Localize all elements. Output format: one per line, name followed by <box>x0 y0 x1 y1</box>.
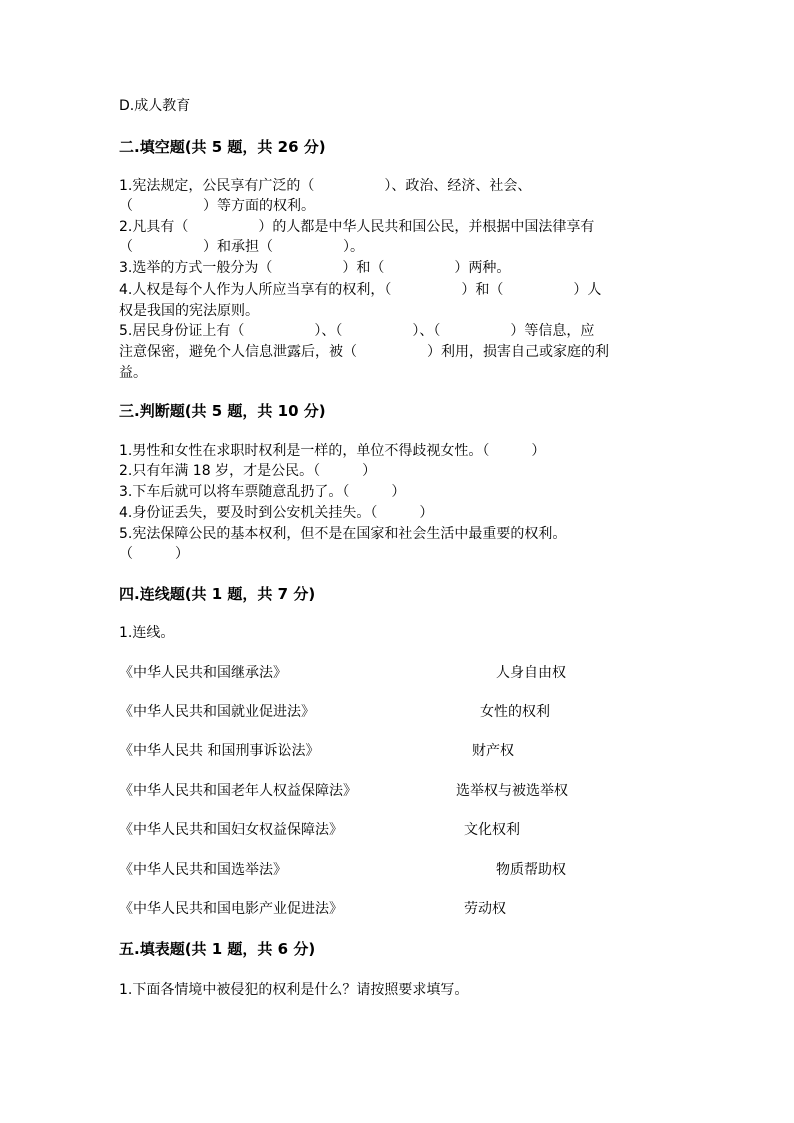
fill-line-7: 权是我国的宪法原则。 <box>119 303 259 319</box>
match-question: 1.连线。 <box>119 625 175 641</box>
option-d: D.成人教育 <box>119 98 191 114</box>
match-left-2: 《中华人民共和国就业促进法》 <box>119 704 315 720</box>
fill-line-10: 益。 <box>119 365 147 381</box>
fill-line-4: （ ）和承担（ ）。 <box>119 239 364 255</box>
match-right-2: 女性的权利 <box>480 704 550 720</box>
section-5-title: 五.填表题(共 1 题，共 6 分) <box>119 940 316 958</box>
match-left-4: 《中华人民共和国老年人权益保障法》 <box>119 783 357 799</box>
table-question: 1.下面各情境中被侵犯的权利是什么？请按照要求填写。 <box>119 982 469 998</box>
match-left-5: 《中华人民共和国妇女权益保障法》 <box>119 822 343 838</box>
fill-line-2: （ ）等方面的权利。 <box>119 198 315 214</box>
match-right-5: 文化权利 <box>464 822 520 838</box>
judge-line-1: 1.男性和女性在求职时权利是一样的，单位不得歧视女性。（ ） <box>119 443 546 459</box>
match-right-3: 财产权 <box>472 743 514 759</box>
judge-line-3: 3.下车后就可以将车票随意乱扔了。（ ） <box>119 484 406 500</box>
judge-line-6: （ ） <box>119 546 189 562</box>
match-right-7: 劳动权 <box>464 901 506 917</box>
section-3-title: 三.判断题(共 5 题，共 10 分) <box>119 402 326 420</box>
fill-line-1: 1.宪法规定，公民享有广泛的（ ）、政治、经济、社会、 <box>119 178 532 194</box>
fill-line-6: 4.人权是每个人作为人所应当享有的权利，（ ）和（ ）人 <box>119 282 602 298</box>
match-right-4: 选举权与被选举权 <box>456 783 568 799</box>
fill-line-5: 3.选举的方式一般分为（ ）和（ ）两种。 <box>119 260 511 276</box>
match-right-6: 物质帮助权 <box>496 862 566 878</box>
match-left-6: 《中华人民共和国选举法》 <box>119 862 287 878</box>
judge-line-4: 4.身份证丢失，要及时到公安机关挂失。（ ） <box>119 505 434 521</box>
judge-line-2: 2.只有年满 18 岁，才是公民。（ ） <box>119 463 377 479</box>
judge-line-5: 5.宪法保障公民的基本权利，但不是在国家和社会生活中最重要的权利。 <box>119 526 567 542</box>
match-right-1: 人身自由权 <box>496 665 566 681</box>
match-left-3: 《中华人民共 和国刑事诉讼法》 <box>119 743 320 759</box>
section-4-title: 四.连线题(共 1 题，共 7 分) <box>119 585 316 603</box>
fill-line-8: 5.居民身份证上有（ ）、（ ）、（ ）等信息，应 <box>119 323 595 339</box>
fill-line-3: 2.凡具有（ ）的人都是中华人民共和国公民，并根据中国法律享有 <box>119 219 595 235</box>
section-2-title: 二.填空题(共 5 题，共 26 分) <box>119 138 326 156</box>
match-left-1: 《中华人民共和国继承法》 <box>119 665 287 681</box>
fill-line-9: 注意保密，避免个人信息泄露后，被（ ）利用，损害自己或家庭的利 <box>119 344 609 360</box>
match-left-7: 《中华人民共和国电影产业促进法》 <box>119 901 343 917</box>
